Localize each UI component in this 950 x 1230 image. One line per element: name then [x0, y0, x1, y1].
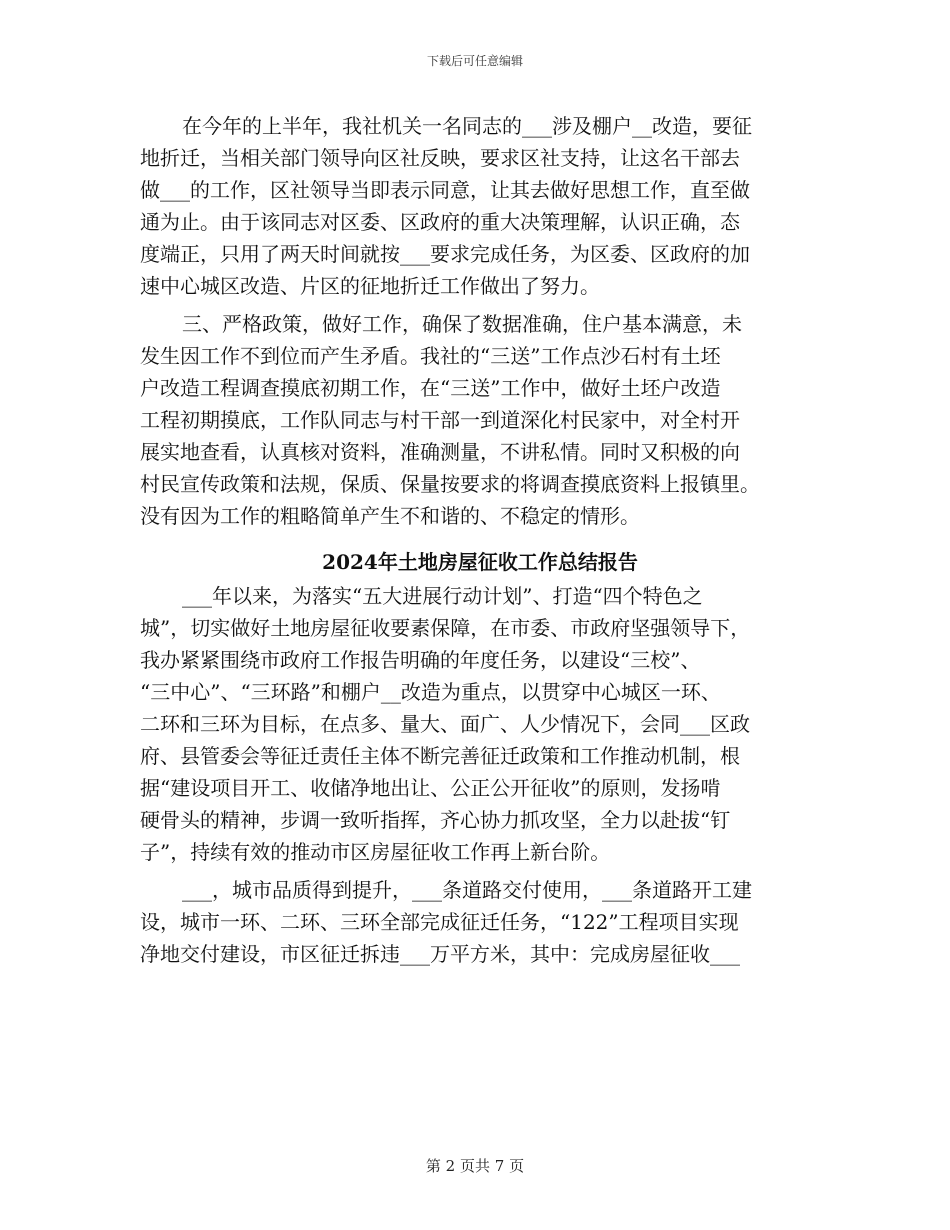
text-line: 净地交付建设，市区征迁拆违___万平方米，其中：完成房屋征收___ [140, 942, 740, 966]
section-title: 2024年土地房屋征收工作总结报告 [322, 550, 638, 574]
page-footer: 第 2 页共 7 页 [425, 1157, 525, 1175]
text-line: 通为止。由于该同志对区委、区政府的重大决策理解，认识正确，态 [140, 210, 740, 234]
text-line: 府、县管委会等征迁责任主体不断完善征迁政策和工作推动机制，根 [140, 744, 740, 768]
paragraph [140, 110, 820, 302]
text-line: 发生因工作不到位而产生矛盾。我社的“三送”工作点沙石村有土坯 [140, 344, 721, 368]
text-line: 村民宣传政策和法规，保质、保量按要求的将调查摸底资料上报镇里。 [140, 472, 760, 496]
text-line: 工程初期摸底，工作队同志与村干部一到道深化村民家中，对全村开 [140, 408, 740, 432]
paragraph [140, 874, 820, 970]
text-line: 据“建设项目开工、收储净地出让、公正公开征收”的原则，发扬啃 [140, 776, 721, 800]
text-line: 展实地查看，认真核对资料，准确测量，不讲私情。同时又积极的向 [140, 440, 740, 464]
header-note: 下载后可任意编辑 [426, 54, 523, 68]
text-line: 设，城市一环、二环、三环全部完成征迁任务，“122”工程项目实现 [140, 910, 739, 934]
text-line: ___，城市品质得到提升，___条道路交付使用，___条道路开工建 [182, 878, 752, 902]
text-line: 城”，切实做好土地房屋征收要素保障，在市委、市政府坚强领导下， [140, 616, 751, 640]
text-line: “三中心”、“三环路”和棚户__改造为重点，以贯穿中心城区一环、 [140, 680, 721, 704]
text-line: ___年以来，为落实“五大进展行动计划”、打造“四个特色之 [182, 584, 703, 608]
document-body [140, 110, 820, 970]
text-line: 子”，持续有效的推动市区房屋征收工作再上新台阶。 [140, 840, 611, 864]
text-line: 我办紧紧围绕市政府工作报告明确的年度任务，以建设“三校”、 [140, 648, 701, 672]
text-line: 没有因为工作的粗略简单产生不和谐的、不稳定的情形。 [140, 504, 640, 528]
paragraph [140, 580, 820, 868]
text-line: 二环和三环为目标，在点多、量大、面广、人少情况下，会同___区政 [140, 712, 750, 736]
text-line: 三、严格政策，做好工作，确保了数据准确，住户基本满意，未 [182, 312, 742, 336]
text-line: 户改造工程调查摸底初期工作，在“三送”工作中，做好土坯户改造 [140, 376, 721, 400]
paragraph [140, 308, 820, 532]
text-line: 硬骨头的精神，步调一致听指挥，齐心协力抓攻坚，全力以赴拔“钉 [140, 808, 731, 832]
text-line: 速中心城区改造、片区的征地折迁工作做出了努力。 [140, 274, 600, 298]
text-line: 地折迁，当相关部门领导向区社反映，要求区社支持，让这名干部去 [140, 146, 740, 170]
text-line: 做___的工作，区社领导当即表示同意，让其去做好思想工作，直至做 [140, 178, 750, 202]
text-line: 度端正，只用了两天时间就按___要求完成任务，为区委、区政府的加 [140, 242, 750, 266]
text-line: 在今年的上半年，我社机关一名同志的___涉及棚户__改造，要征 [182, 114, 752, 138]
